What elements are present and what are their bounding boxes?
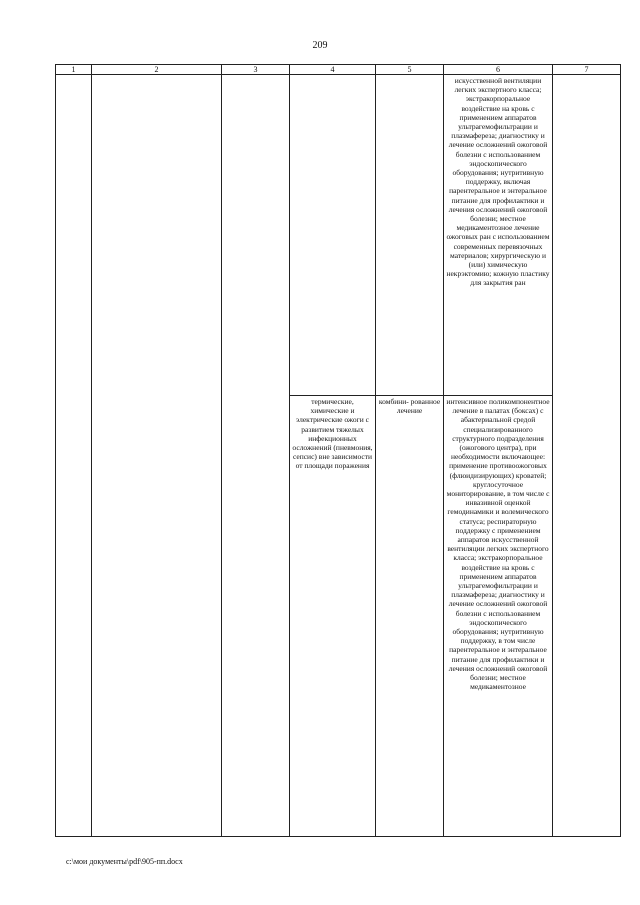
page-number: 209: [312, 40, 328, 51]
table-row: [56, 75, 621, 396]
column-header: 1: [56, 65, 92, 75]
disease-text: термические, химические и электрические ожоги с развитием тяжелых инфекционных осложнений (пневмония, сепсис) вне зависимости от площади поражения: [292, 397, 373, 471]
treatment-method-text: искусственной вентиляции легких экспертного класса; экстракорпоральное воздействие на кровь с применением аппаратов ультрагемофильтрации и плазмафереза; диагностику и лечение осложнений ожоговой болезни с использованием эндоскопического оборудования; нутритивную поддержку, включая парентеральное и энтеральное питание для профилактики и лечения осложнений ожоговой болезни; местное медикаментозное лечение ожоговых ран с использованием современных перевязочных материалов; хирургическую и (или) химическую некрэктомию; кожную пластику для закрытия ран: [446, 76, 550, 288]
column-header: 3: [222, 65, 290, 75]
table-cell: [290, 396, 376, 837]
table-cell: [444, 75, 553, 396]
treatment-type-text: комбини- рованное лечение: [378, 397, 441, 416]
table-cell: [376, 396, 444, 837]
table-header-row: [56, 65, 621, 75]
table-cell: [290, 75, 376, 396]
column-header: 4: [290, 65, 376, 75]
disease-text: [290, 75, 375, 76]
column-header: 5: [376, 65, 444, 75]
table-cell: [553, 75, 621, 837]
column-header: 2: [92, 65, 222, 75]
file-path-footer: c:\мои документы\pdf\905-пп.docx: [66, 857, 183, 866]
treatment-type-text: [376, 75, 443, 76]
treatment-method-text: интенсивное поликомпонентное лечение в палатах (боксах) с абактериальной средой специализированного структурного подразделения (ожогового центра), при необходимости включающее: применение противоожоговых (флюидизирующих) кроватей; круглосуточное мониторирование, в том числе с инвазивной оценкой гемодинамики и волемического статуса; респираторную поддержку с применением аппаратов искусственной вентиляции легких экспертного класса; экстракорпоральное воздействие на кровь с применением аппаратов ультрагемофильтрации и плазмафереза; диагностику и лечение осложнений ожоговой болезни с использованием эндоскопического оборудования; нутритивную поддержку, в том числе парентеральное и энтеральное питание для профилактики и лечения осложнений ожоговой болезни; местное медикаментозное: [446, 397, 550, 692]
table-cell: [222, 75, 290, 837]
table-cell: [56, 75, 92, 837]
table-cell: [376, 75, 444, 396]
column-header: 6: [444, 65, 553, 75]
column-header: 7: [553, 65, 621, 75]
table-cell: [444, 396, 553, 837]
table-cell: [92, 75, 222, 837]
document-table: [55, 64, 621, 837]
